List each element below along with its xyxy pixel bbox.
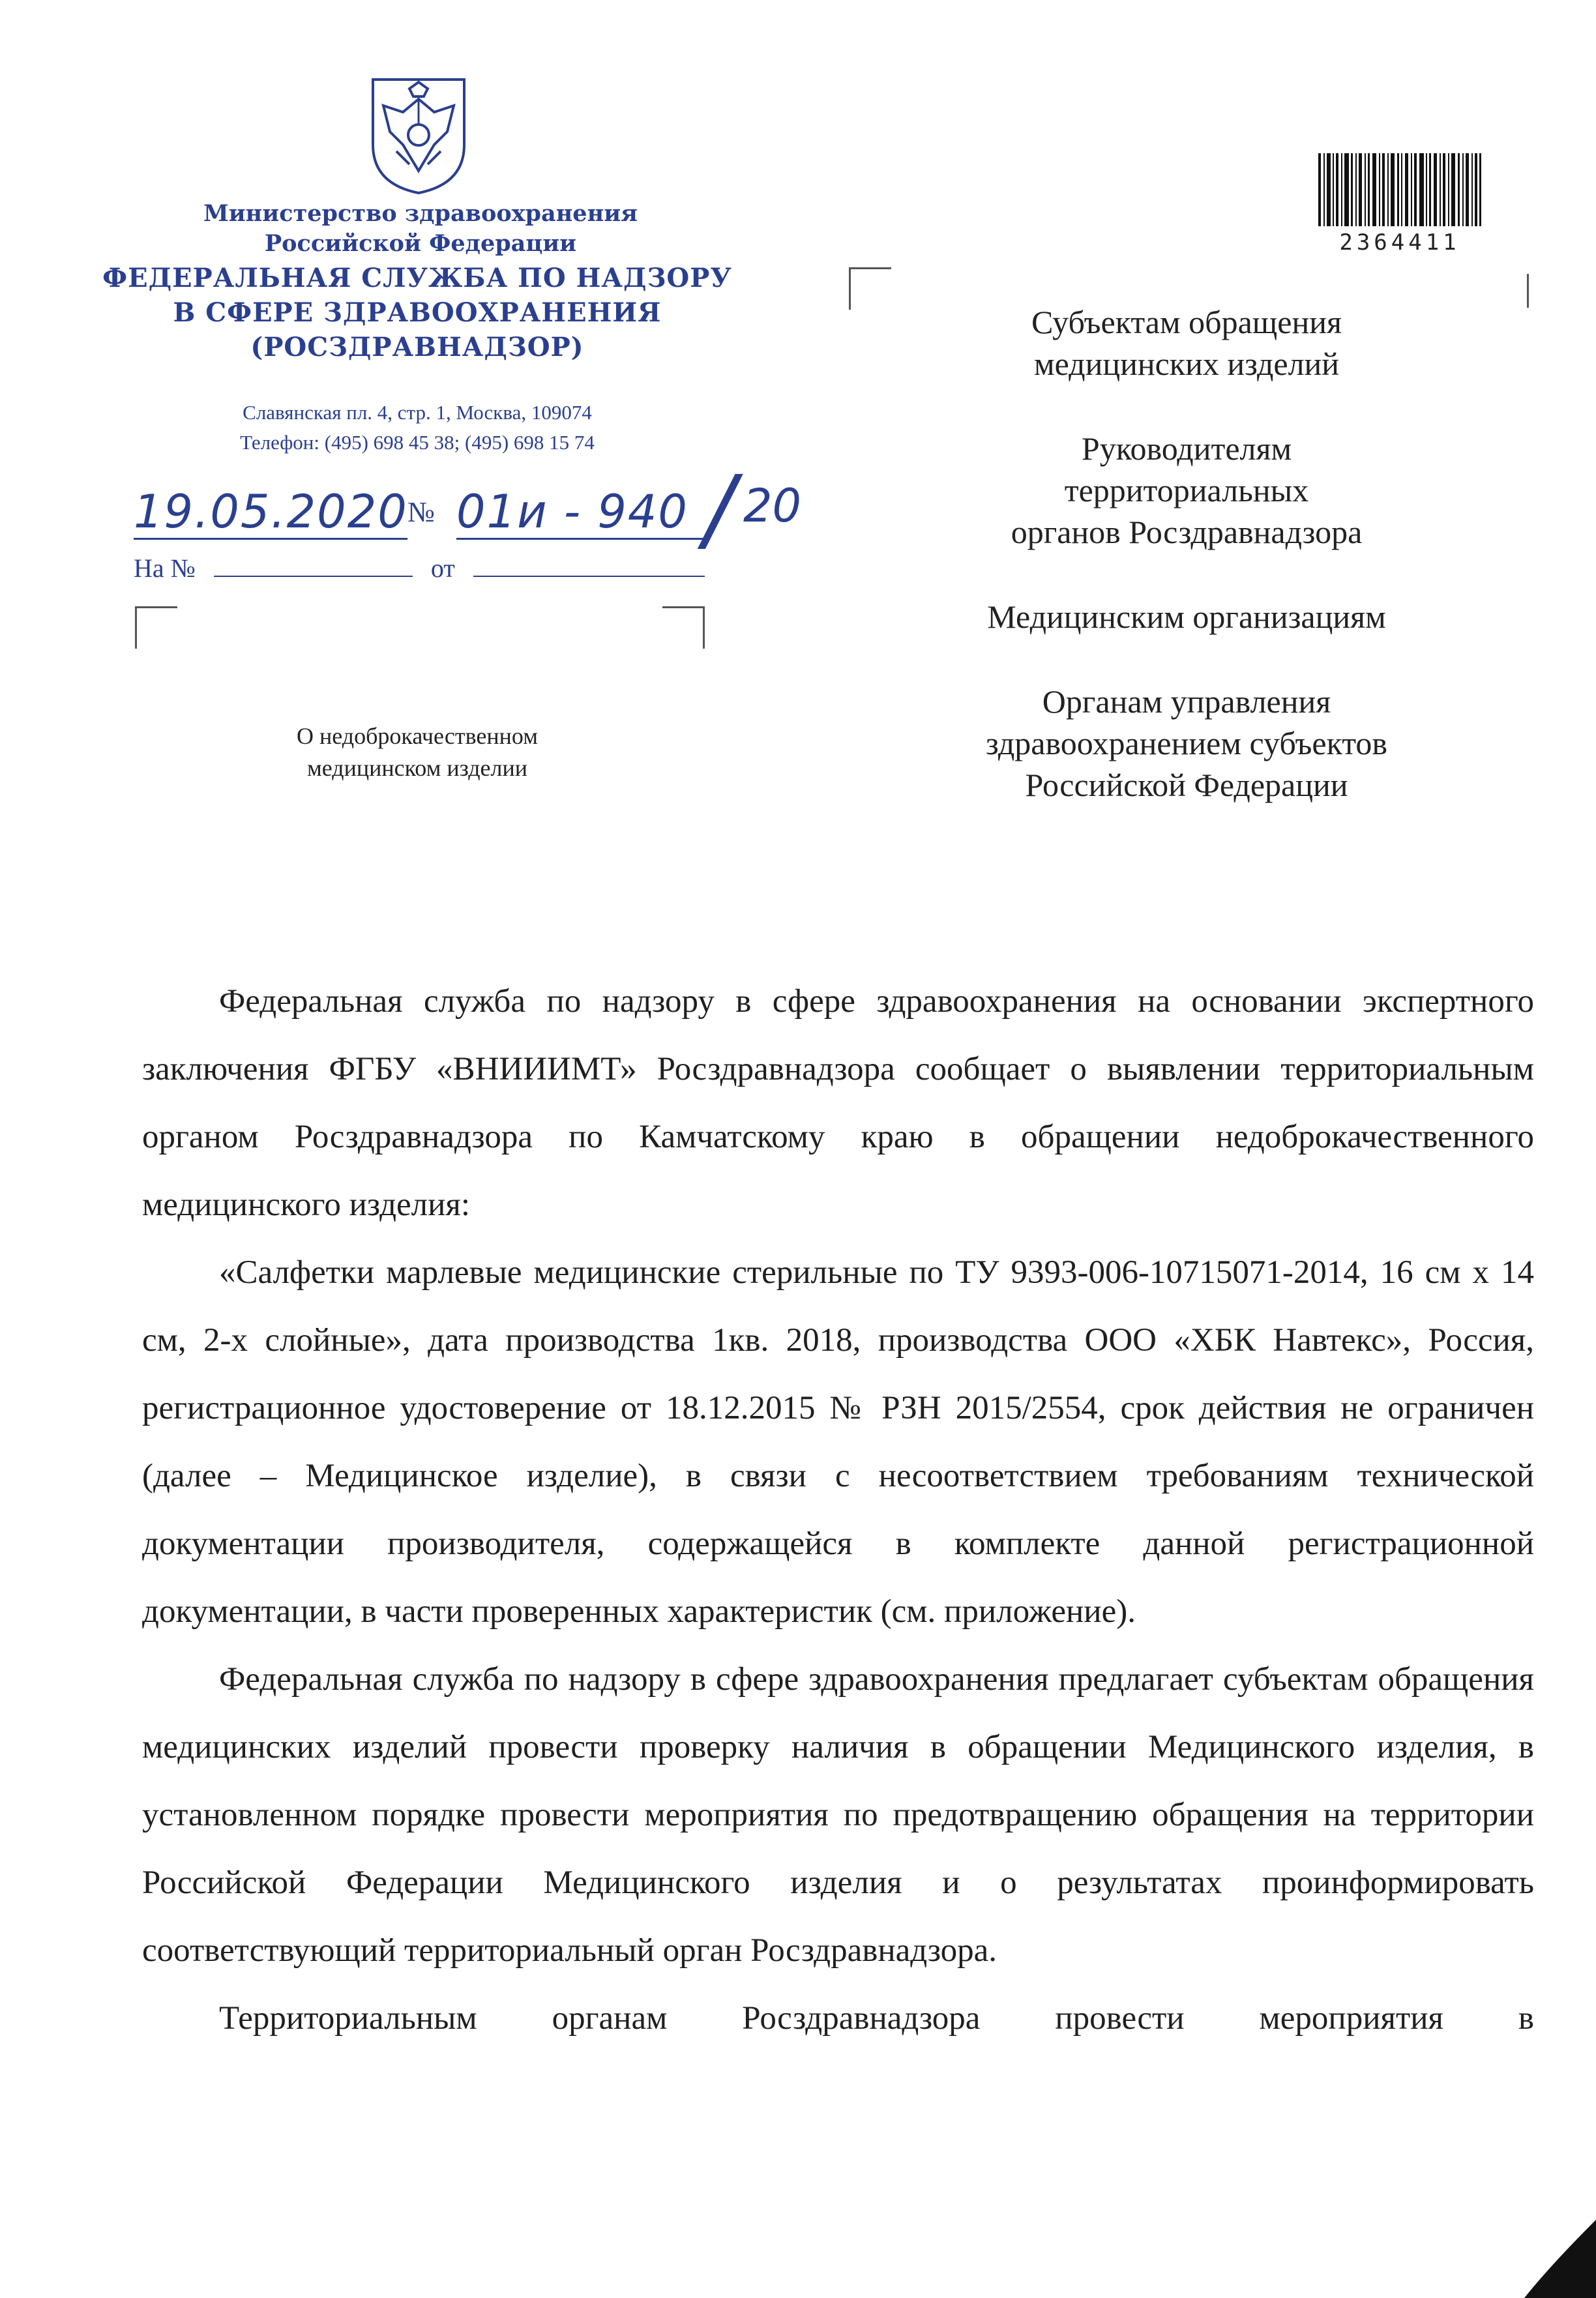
coat-of-arms-emblem bbox=[364, 73, 473, 196]
service-line: ФЕДЕРАЛЬНАЯ СЛУЖБА ПО НАДЗОРУ bbox=[102, 263, 732, 293]
recipient-line: медицинских изделий bbox=[1033, 346, 1340, 382]
recipient-bracket-right bbox=[1527, 274, 1529, 308]
service-name bbox=[98, 261, 737, 364]
recipient-line: здравоохранением субъектов bbox=[985, 725, 1388, 761]
number-sign: № bbox=[407, 496, 435, 528]
body-paragraph: Федеральная служба по надзору в сфере здравоохранения на основании экспертного заключения ФГБУ «ВНИИИМТ» Росздравнадзора сообщает о выявлении территориальным органом Росздравнадзора по Камчатскому краю в обращении недоброкачественного медицинского изделия: bbox=[142, 983, 1534, 1223]
document-number-suffix: 20 bbox=[743, 479, 802, 533]
document-number: 01и - 940 bbox=[456, 486, 704, 540]
recipient-group bbox=[926, 428, 1447, 553]
corner-bracket-left bbox=[135, 606, 177, 649]
subject-line: О недоброкачественном bbox=[297, 723, 538, 749]
barcode-number: 2364411 bbox=[1339, 229, 1460, 256]
address-block bbox=[130, 398, 704, 458]
recipient-line: территориальных bbox=[1064, 472, 1309, 508]
phone: Телефон: (495) 698 45 38; (495) 698 15 74 bbox=[240, 431, 595, 454]
body-paragraph: Территориальным органам Росздравнадзора провести мероприятия в bbox=[219, 2000, 1534, 2037]
recipient-line: Российской Федерации bbox=[1025, 767, 1348, 803]
ref-from-label: от bbox=[430, 553, 455, 583]
barcode bbox=[1318, 153, 1481, 226]
recipient-group bbox=[926, 301, 1447, 385]
ref-number-blank bbox=[214, 555, 413, 577]
recipient-group bbox=[926, 596, 1447, 638]
recipient-line: органов Росздравнадзора bbox=[1011, 514, 1363, 550]
document-date: 19.05.2020 bbox=[134, 485, 408, 538]
recipient-line: Руководителям bbox=[1081, 430, 1292, 467]
ref-label: На № bbox=[134, 553, 196, 583]
reference-row bbox=[134, 553, 705, 583]
body-paragraph: Федеральная служба по надзору в сфере здравоохранения предлагает субъектам обращения медицинских изделий провести проверку наличия в обращении Медицинского изделия, в установленном порядке провести мероприятия по предотвращению обращения на территории Российской Федерации Медицинского изделия и о результатах проинформировать соответствующий территориальный орган Росздравнадзора. bbox=[142, 1661, 1534, 1969]
recipient-group bbox=[926, 681, 1447, 806]
service-line: (РОСЗДРАВНАДЗОР) bbox=[250, 332, 584, 362]
ministry-line: Министерство здравоохранения bbox=[203, 200, 638, 227]
recipient-line: Субъектам обращения bbox=[1031, 304, 1342, 340]
ministry-line: Российской Федерации bbox=[264, 230, 577, 257]
subject-line: медицинском изделии bbox=[306, 755, 528, 781]
ministry-name bbox=[176, 199, 665, 259]
recipient-line: Медицинским организациям bbox=[987, 598, 1386, 635]
recipient-bracket-left bbox=[849, 267, 891, 310]
corner-bracket-right bbox=[662, 606, 705, 649]
number-slash: / bbox=[704, 456, 735, 563]
letter-body bbox=[142, 967, 1534, 2052]
page-corner-mark bbox=[1524, 2220, 1596, 2298]
service-line: В СФЕРЕ ЗДРАВООХРАНЕНИЯ bbox=[173, 297, 662, 328]
recipients-block bbox=[926, 301, 1447, 849]
address: Славянская пл. 4, стр. 1, Москва, 109074 bbox=[243, 401, 592, 424]
body-paragraph: «Салфетки марлевые медицинские стерильные по ТУ 9393-006-10715071-2014, 16 см х 14 см, 2-х слойные», дата производства 1кв. 2018, производства ООО «ХБК Навтекс», Россия, регистрационное удостоверение от 18.12.2015 № РЗН 2015/2554, срок действия не ограничен (далее – Медицинское изделие), в связи с несоответствием требованиям технической документации производителя, содержащейся в комплекте данной регистрационной документации, в части проверенных характеристик (см. приложение). bbox=[142, 1254, 1534, 1630]
subject bbox=[248, 720, 587, 784]
ref-date-blank bbox=[473, 555, 705, 577]
recipient-line: Органам управления bbox=[1042, 683, 1331, 720]
